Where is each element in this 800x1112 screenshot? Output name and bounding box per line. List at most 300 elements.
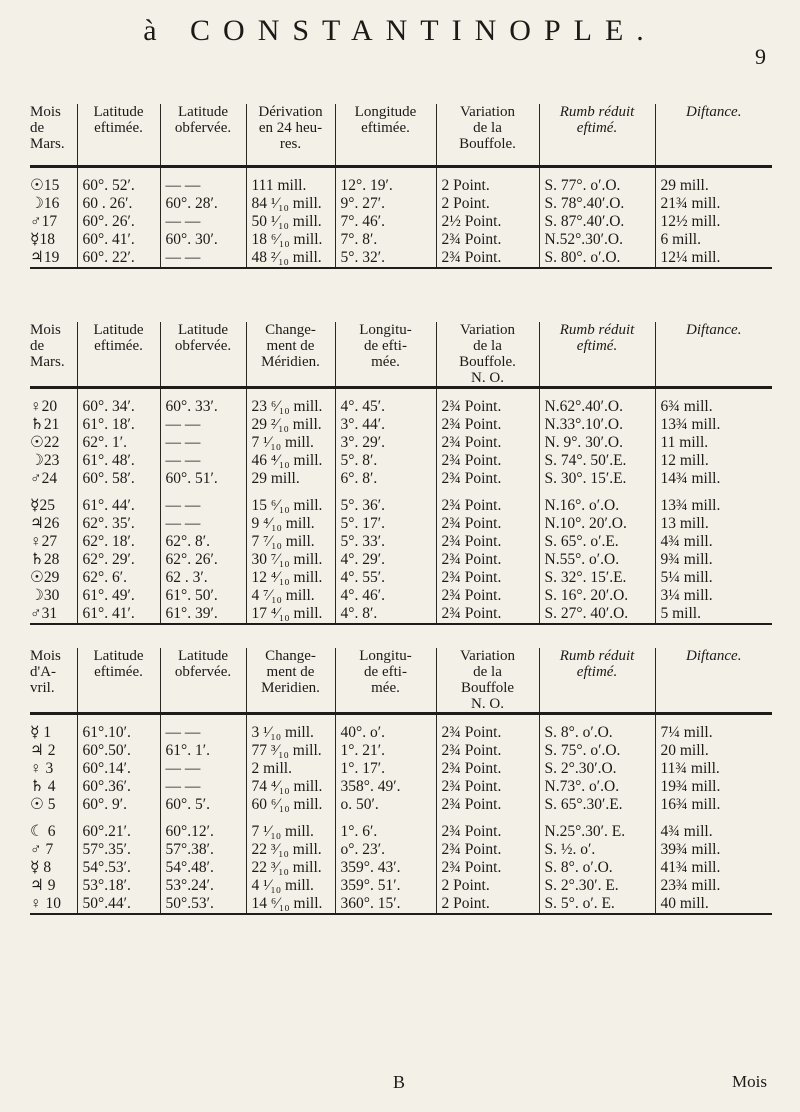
cell-drift: 22 ³⁄₁₀ mill. xyxy=(246,841,335,859)
cell-lat-est: 60°. 52′. xyxy=(77,177,160,195)
cell-lat-est: 60°. 9′. xyxy=(77,796,160,814)
cell-distance: 4¾ mill. xyxy=(655,823,772,841)
cell-distance: 16¾ mill. xyxy=(655,796,772,814)
cell-lat-obs: 53°.24′. xyxy=(160,877,246,895)
cell-day: ♄ 4 xyxy=(30,778,56,795)
table-row xyxy=(30,796,772,814)
gap-cell xyxy=(77,488,160,497)
cell-drift: 29 mill. xyxy=(246,470,335,488)
cell-lat-est: 61°. 44′. xyxy=(77,497,160,515)
table-row xyxy=(30,823,772,841)
table-row xyxy=(30,724,772,742)
cell-day: ☽23 xyxy=(30,452,60,469)
cell-lat-obs: 57°.38′. xyxy=(160,841,246,859)
gap-cell xyxy=(539,166,655,177)
cell-lat-est: 61°. 41′. xyxy=(77,605,160,624)
cell-distance: 4¾ mill. xyxy=(655,533,772,551)
cell-variation: 2¾ Point. xyxy=(436,724,539,742)
gap-cell xyxy=(335,166,436,177)
cell-longitude: 4°. 55′. xyxy=(335,569,436,587)
cell-drift: 23 ⁶⁄₁₀ mill. xyxy=(246,398,335,416)
cell-longitude: 3°. 29′. xyxy=(335,434,436,452)
cell-variation: 2 Point. xyxy=(436,195,539,213)
cell-day: ☉29 xyxy=(30,569,60,586)
header-day: Mois de Mars. xyxy=(30,322,65,370)
cell-day: ☾ 6 xyxy=(30,823,56,840)
cell-longitude: 3°. 44′. xyxy=(335,416,436,434)
cell-variation: 2¾ Point. xyxy=(436,778,539,796)
cell-distance: 13¾ mill. xyxy=(655,497,772,515)
cell-day: ☉ 5 xyxy=(30,796,56,813)
march-table-2 xyxy=(30,322,772,625)
cell-rumb: S. 65°. o′.E. xyxy=(539,533,655,551)
cell-rumb: S. 77°. o′.O. xyxy=(539,177,655,195)
signature-mark: B xyxy=(393,1072,406,1092)
gap-cell xyxy=(160,388,246,399)
cell-lat-obs: — — xyxy=(160,760,246,778)
cell-longitude: 5°. 32′. xyxy=(335,249,436,268)
cell-variation: 2¾ Point. xyxy=(436,416,539,434)
header-variation: Variation de la Bouffole N. O. xyxy=(436,648,539,714)
cell-rumb: S. 8°. o′.O. xyxy=(539,859,655,877)
cell-rumb: S. 75°. o′.O. xyxy=(539,742,655,760)
cell-variation: 2 Point. xyxy=(436,177,539,195)
row-gap xyxy=(30,488,772,497)
gap-cell xyxy=(655,166,772,177)
cell-lat-est: 61°. 18′. xyxy=(77,416,160,434)
gap-cell xyxy=(30,714,77,725)
cell-lat-obs: 61°. 50′. xyxy=(160,587,246,605)
cell-rumb: S. 2°.30′. E. xyxy=(539,877,655,895)
cell-lat-obs: — — xyxy=(160,177,246,195)
cell-variation: 2¾ Point. xyxy=(436,551,539,569)
gap-cell xyxy=(335,388,436,399)
cell-longitude: 9°. 27′. xyxy=(335,195,436,213)
cell-lat-obs: 61°. 1′. xyxy=(160,742,246,760)
cell-drift: 50 ¹⁄₁₀ mill. xyxy=(246,213,335,231)
catchword: Mois xyxy=(732,1072,767,1091)
cell-lat-obs: — — xyxy=(160,515,246,533)
cell-longitude: 6°. 8′. xyxy=(335,470,436,488)
cell-lat-obs: 60°. 51′. xyxy=(160,470,246,488)
cell-lat-obs: 60°. 5′. xyxy=(160,796,246,814)
cell-longitude: 360°. 15′. xyxy=(335,895,436,914)
cell-day: ♄21 xyxy=(30,416,60,433)
cell-rumb: S. 78°.40′.O. xyxy=(539,195,655,213)
cell-lat-est: 61°. 49′. xyxy=(77,587,160,605)
cell-variation: 2¾ Point. xyxy=(436,434,539,452)
cell-day: ♃19 xyxy=(30,249,77,268)
cell-longitude: 5°. 33′. xyxy=(335,533,436,551)
cell-lat-obs: 61°. 39′. xyxy=(160,605,246,624)
cell-lat-est: 60°. 41′. xyxy=(77,231,160,249)
cell-rumb: S. 80°. o′.O. xyxy=(539,249,655,268)
cell-distance: 20 mill. xyxy=(655,742,772,760)
cell-day: ☉22 xyxy=(30,434,60,451)
cell-variation: 2¾ Point. xyxy=(436,760,539,778)
cell-rumb: S. 5°. o′. E. xyxy=(539,895,655,914)
cell-day: ☿ 8 xyxy=(30,859,52,876)
cell-drift: 77 ³⁄₁₀ mill. xyxy=(246,742,335,760)
cell-lat-est: 60°.36′. xyxy=(77,778,160,796)
table-row xyxy=(30,470,772,488)
cell-longitude: 1°. 17′. xyxy=(335,760,436,778)
march-table-1 xyxy=(30,104,772,269)
cell-lat-obs: — — xyxy=(160,416,246,434)
gap-cell xyxy=(30,488,77,497)
cell-distance: 9¾ mill. xyxy=(655,551,772,569)
cell-day: ♃26 xyxy=(30,515,60,532)
table-row xyxy=(30,177,772,195)
header-longitude: Longitu- de efti- mée. xyxy=(335,322,436,388)
header-day: Mois d'A- vril. xyxy=(30,648,61,696)
gap-cell xyxy=(77,166,160,177)
cell-day: ♀27 xyxy=(30,533,58,550)
cell-day: ☿25 xyxy=(30,497,56,514)
header-rumb: Rumb réduit eftimé. xyxy=(539,648,655,714)
gap-cell xyxy=(77,814,160,823)
cell-lat-est: 60 . 26′. xyxy=(77,195,160,213)
cell-variation: 2¾ Point. xyxy=(436,515,539,533)
gap-cell xyxy=(539,488,655,497)
cell-distance: 11¾ mill. xyxy=(655,760,772,778)
row-gap xyxy=(30,166,772,177)
cell-longitude: 5°. 17′. xyxy=(335,515,436,533)
table-row xyxy=(30,497,772,515)
cell-longitude: 1°. 21′. xyxy=(335,742,436,760)
cell-distance: 41¾ mill. xyxy=(655,859,772,877)
header-drift: Change- ment de Méridien. xyxy=(246,322,335,388)
cell-variation: 2¾ Point. xyxy=(436,587,539,605)
cell-distance: 21¾ mill. xyxy=(655,195,772,213)
cell-variation: 2¾ Point. xyxy=(436,398,539,416)
cell-lat-est: 61°. 48′. xyxy=(77,452,160,470)
cell-day: ♂ 7 xyxy=(30,841,54,858)
cell-rumb: S. ½. o′. xyxy=(539,841,655,859)
cell-distance: 19¾ mill. xyxy=(655,778,772,796)
cell-lat-est: 60°.21′. xyxy=(77,823,160,841)
cell-drift: 30 ⁷⁄₁₀ mill. xyxy=(246,551,335,569)
header-lat-est: Latitude eftimée. xyxy=(77,322,160,388)
cell-distance: 7¼ mill. xyxy=(655,724,772,742)
gap-cell xyxy=(30,388,77,399)
running-head: à CONSTANTINOPLE. xyxy=(143,14,657,47)
cell-drift: 2 mill. xyxy=(246,760,335,778)
cell-longitude: 40°. o′. xyxy=(335,724,436,742)
cell-distance: 23¾ mill. xyxy=(655,877,772,895)
cell-lat-obs: — — xyxy=(160,213,246,231)
cell-rumb: N.62°.40′.O. xyxy=(539,398,655,416)
cell-distance: 12½ mill. xyxy=(655,213,772,231)
cell-rumb: N.25°.30′. E. xyxy=(539,823,655,841)
april-table xyxy=(30,648,772,915)
header-lat-obs: Latitude obfervée. xyxy=(160,104,246,166)
cell-rumb: N.33°.10′.O. xyxy=(539,416,655,434)
cell-distance: 13 mill. xyxy=(655,515,772,533)
cell-variation: 2¾ Point. xyxy=(436,452,539,470)
header-lat-obs: Latitude obfervée. xyxy=(160,648,246,714)
row-gap xyxy=(30,388,772,399)
cell-drift: 48 ²⁄₁₀ mill. xyxy=(246,249,335,268)
cell-lat-est: 54°.53′. xyxy=(77,859,160,877)
cell-distance: 13¾ mill. xyxy=(655,416,772,434)
header-distance: Diftance. xyxy=(655,648,772,714)
cell-day: ☉15 xyxy=(30,176,60,194)
header-drift: Change- ment de Meridien. xyxy=(246,648,335,714)
cell-day: ☿18 xyxy=(30,230,56,248)
cell-distance: 12¼ mill. xyxy=(655,249,772,268)
gap-cell xyxy=(160,166,246,177)
cell-lat-est: 57°.35′. xyxy=(77,841,160,859)
cell-drift: 3 ¹⁄₁₀ mill. xyxy=(246,724,335,742)
cell-rumb: N.16°. o′.O. xyxy=(539,497,655,515)
cell-distance: 5¼ mill. xyxy=(655,569,772,587)
cell-lat-obs: — — xyxy=(160,434,246,452)
gap-cell xyxy=(436,814,539,823)
cell-longitude: 5°. 8′. xyxy=(335,452,436,470)
table-row xyxy=(30,742,772,760)
cell-lat-est: 62°. 35′. xyxy=(77,515,160,533)
cell-rumb: S. 2°.30′.O. xyxy=(539,760,655,778)
cell-drift: 60 ⁶⁄₁₀ mill. xyxy=(246,796,335,814)
cell-day: ☽16 xyxy=(30,194,60,212)
table-row xyxy=(30,213,772,231)
header-lat-obs: Latitude obfervée. xyxy=(160,322,246,388)
gap-cell xyxy=(246,166,335,177)
cell-longitude: 4°. 29′. xyxy=(335,551,436,569)
table-row xyxy=(30,231,772,249)
cell-lat-est: 62°. 29′. xyxy=(77,551,160,569)
cell-day: ♃ 2 xyxy=(30,742,56,759)
cell-longitude: 4°. 45′. xyxy=(335,398,436,416)
cell-lat-obs: 60°.12′. xyxy=(160,823,246,841)
cell-rumb: S. 65°.30′.E. xyxy=(539,796,655,814)
cell-rumb: N.73°. o′.O. xyxy=(539,778,655,796)
cell-variation: 2¾ Point. xyxy=(436,497,539,515)
gap-cell xyxy=(539,388,655,399)
table-row xyxy=(30,841,772,859)
cell-variation: 2¾ Point. xyxy=(436,470,539,488)
cell-lat-obs: — — xyxy=(160,249,246,268)
cell-lat-est: 53°.18′. xyxy=(77,877,160,895)
cell-lat-obs: 60°. 28′. xyxy=(160,195,246,213)
gap-cell xyxy=(246,814,335,823)
cell-rumb: N. 9°. 30′.O. xyxy=(539,434,655,452)
cell-day: ♀20 xyxy=(30,398,58,415)
gap-cell xyxy=(436,388,539,399)
table-row xyxy=(30,587,772,605)
row-gap xyxy=(30,814,772,823)
cell-rumb: S. 27°. 40′.O. xyxy=(539,605,655,624)
table-row xyxy=(30,515,772,533)
gap-cell xyxy=(539,714,655,725)
header-distance: Diftance. xyxy=(655,322,772,388)
cell-day: ☿ 1 xyxy=(30,724,52,741)
cell-distance: 11 mill. xyxy=(655,434,772,452)
cell-drift: 46 ⁴⁄₁₀ mill. xyxy=(246,452,335,470)
cell-rumb: S. 87°.40′.O. xyxy=(539,213,655,231)
cell-rumb: S. 8°. o′.O. xyxy=(539,724,655,742)
cell-longitude: 4°. 46′. xyxy=(335,587,436,605)
cell-lat-est: 62°. 6′. xyxy=(77,569,160,587)
cell-day: ♂17 xyxy=(30,212,58,230)
cell-longitude: o°. 23′. xyxy=(335,841,436,859)
table-row xyxy=(30,452,772,470)
cell-variation: 2¾ Point. xyxy=(436,533,539,551)
cell-lat-est: 62°. 1′. xyxy=(77,434,160,452)
header-variation: Variation de la Bouffole. xyxy=(436,104,539,166)
cell-lat-est: 60°.14′. xyxy=(77,760,160,778)
cell-drift: 111 mill. xyxy=(246,177,335,195)
header-day: Mois de Mars. xyxy=(30,104,65,152)
cell-variation: 2 Point. xyxy=(436,895,539,914)
cell-longitude: 5°. 36′. xyxy=(335,497,436,515)
cell-drift: 18 ⁶⁄₁₀ mill. xyxy=(246,231,335,249)
cell-rumb: N.10°. 20′.O. xyxy=(539,515,655,533)
cell-distance: 3¼ mill. xyxy=(655,587,772,605)
gap-cell xyxy=(246,488,335,497)
cell-distance: 6¾ mill. xyxy=(655,398,772,416)
gap-cell xyxy=(77,714,160,725)
cell-day: ♂31 xyxy=(30,605,77,624)
cell-distance: 6 mill. xyxy=(655,231,772,249)
header-lat-est: Latitude eftimée. xyxy=(77,104,160,166)
cell-drift: 84 ¹⁄₁₀ mill. xyxy=(246,195,335,213)
cell-lat-est: 60°. 22′. xyxy=(77,249,160,268)
cell-longitude: 4°. 8′. xyxy=(335,605,436,624)
cell-distance: 5 mill. xyxy=(655,605,772,624)
cell-lat-obs: — — xyxy=(160,497,246,515)
cell-variation: 2 Point. xyxy=(436,877,539,895)
cell-day: ♀ 10 xyxy=(30,895,77,914)
cell-drift: 14 ⁶⁄₁₀ mill. xyxy=(246,895,335,914)
cell-lat-est: 61°.10′. xyxy=(77,724,160,742)
gap-cell xyxy=(335,488,436,497)
table-row xyxy=(30,877,772,895)
table-row xyxy=(30,859,772,877)
gap-cell xyxy=(30,814,77,823)
cell-drift: 7 ¹⁄₁₀ mill. xyxy=(246,823,335,841)
header-lat-est: Latitude eftimée. xyxy=(77,648,160,714)
cell-distance: 29 mill. xyxy=(655,177,772,195)
cell-rumb: S. 32°. 15′.E. xyxy=(539,569,655,587)
gap-cell xyxy=(77,388,160,399)
header-longitude: Longitu- de efti- mée. xyxy=(335,648,436,714)
cell-longitude: 359°. 51′. xyxy=(335,877,436,895)
table-row xyxy=(30,760,772,778)
cell-longitude: 359°. 43′. xyxy=(335,859,436,877)
header-variation: Variation de la Bouffole. N. O. xyxy=(436,322,539,388)
cell-drift: 7 ¹⁄₁₀ mill. xyxy=(246,434,335,452)
cell-rumb: S. 74°. 50′.E. xyxy=(539,452,655,470)
gap-cell xyxy=(246,714,335,725)
gap-cell xyxy=(436,488,539,497)
table-row xyxy=(30,605,772,624)
cell-variation: 2¾ Point. xyxy=(436,841,539,859)
cell-drift: 4 ¹⁄₁₀ mill. xyxy=(246,877,335,895)
table-row xyxy=(30,569,772,587)
header-rumb: Rumb réduit eftimé. xyxy=(539,104,655,166)
gap-cell xyxy=(655,488,772,497)
cell-longitude: 7°. 8′. xyxy=(335,231,436,249)
cell-drift: 7 ⁷⁄₁₀ mill. xyxy=(246,533,335,551)
gap-cell xyxy=(655,714,772,725)
cell-drift: 22 ³⁄₁₀ mill. xyxy=(246,859,335,877)
cell-rumb: N.52°.30′.O. xyxy=(539,231,655,249)
cell-distance: 40 mill. xyxy=(655,895,772,914)
table-row xyxy=(30,778,772,796)
cell-lat-est: 50°.44′. xyxy=(77,895,160,914)
gap-cell xyxy=(655,388,772,399)
header-longitude: Longitude eftimée. xyxy=(335,104,436,166)
cell-longitude: 1°. 6′. xyxy=(335,823,436,841)
gap-cell xyxy=(539,814,655,823)
page-number: 9 xyxy=(755,44,766,69)
row-gap xyxy=(30,714,772,725)
cell-day: ♀ 3 xyxy=(30,760,54,777)
table-row xyxy=(30,398,772,416)
cell-drift: 9 ⁴⁄₁₀ mill. xyxy=(246,515,335,533)
table-row xyxy=(30,195,772,213)
cell-variation: 2¾ Point. xyxy=(436,742,539,760)
cell-variation: 2½ Point. xyxy=(436,213,539,231)
header-drift: Dérivation en 24 heu- res. xyxy=(246,104,335,166)
cell-lat-obs: 60°. 33′. xyxy=(160,398,246,416)
table-row xyxy=(30,416,772,434)
cell-lat-obs: 62°. 26′. xyxy=(160,551,246,569)
cell-rumb: S. 30°. 15′.E. xyxy=(539,470,655,488)
table-row xyxy=(30,434,772,452)
cell-lat-obs: 62 . 3′. xyxy=(160,569,246,587)
cell-longitude: 7°. 46′. xyxy=(335,213,436,231)
gap-cell xyxy=(335,814,436,823)
cell-drift: 4 ⁷⁄₁₀ mill. xyxy=(246,587,335,605)
cell-longitude: o. 50′. xyxy=(335,796,436,814)
cell-rumb: N.55°. o′.O. xyxy=(539,551,655,569)
cell-distance: 39¾ mill. xyxy=(655,841,772,859)
cell-variation: 2¾ Point. xyxy=(436,249,539,268)
cell-lat-est: 60°. 26′. xyxy=(77,213,160,231)
cell-drift: 29 ²⁄₁₀ mill. xyxy=(246,416,335,434)
gap-cell xyxy=(655,814,772,823)
table-row xyxy=(30,895,772,914)
cell-lat-obs: 50°.53′. xyxy=(160,895,246,914)
cell-variation: 2¾ Point. xyxy=(436,796,539,814)
gap-cell xyxy=(436,714,539,725)
cell-drift: 74 ⁴⁄₁₀ mill. xyxy=(246,778,335,796)
cell-longitude: 12°. 19′. xyxy=(335,177,436,195)
table-row xyxy=(30,533,772,551)
cell-drift: 15 ⁶⁄₁₀ mill. xyxy=(246,497,335,515)
gap-cell xyxy=(30,166,77,177)
gap-cell xyxy=(160,814,246,823)
cell-drift: 12 ⁴⁄₁₀ mill. xyxy=(246,569,335,587)
cell-lat-obs: — — xyxy=(160,778,246,796)
cell-lat-est: 62°. 18′. xyxy=(77,533,160,551)
gap-cell xyxy=(160,488,246,497)
gap-cell xyxy=(436,166,539,177)
table-row xyxy=(30,249,772,268)
cell-lat-est: 60°.50′. xyxy=(77,742,160,760)
cell-day: ♂24 xyxy=(30,470,58,487)
cell-lat-est: 60°. 34′. xyxy=(77,398,160,416)
cell-rumb: S. 16°. 20′.O. xyxy=(539,587,655,605)
cell-variation: 2¾ Point. xyxy=(436,823,539,841)
cell-lat-obs: — — xyxy=(160,724,246,742)
cell-lat-obs: 62°. 8′. xyxy=(160,533,246,551)
cell-variation: 2¾ Point. xyxy=(436,569,539,587)
cell-variation: 2¾ Point. xyxy=(436,605,539,624)
